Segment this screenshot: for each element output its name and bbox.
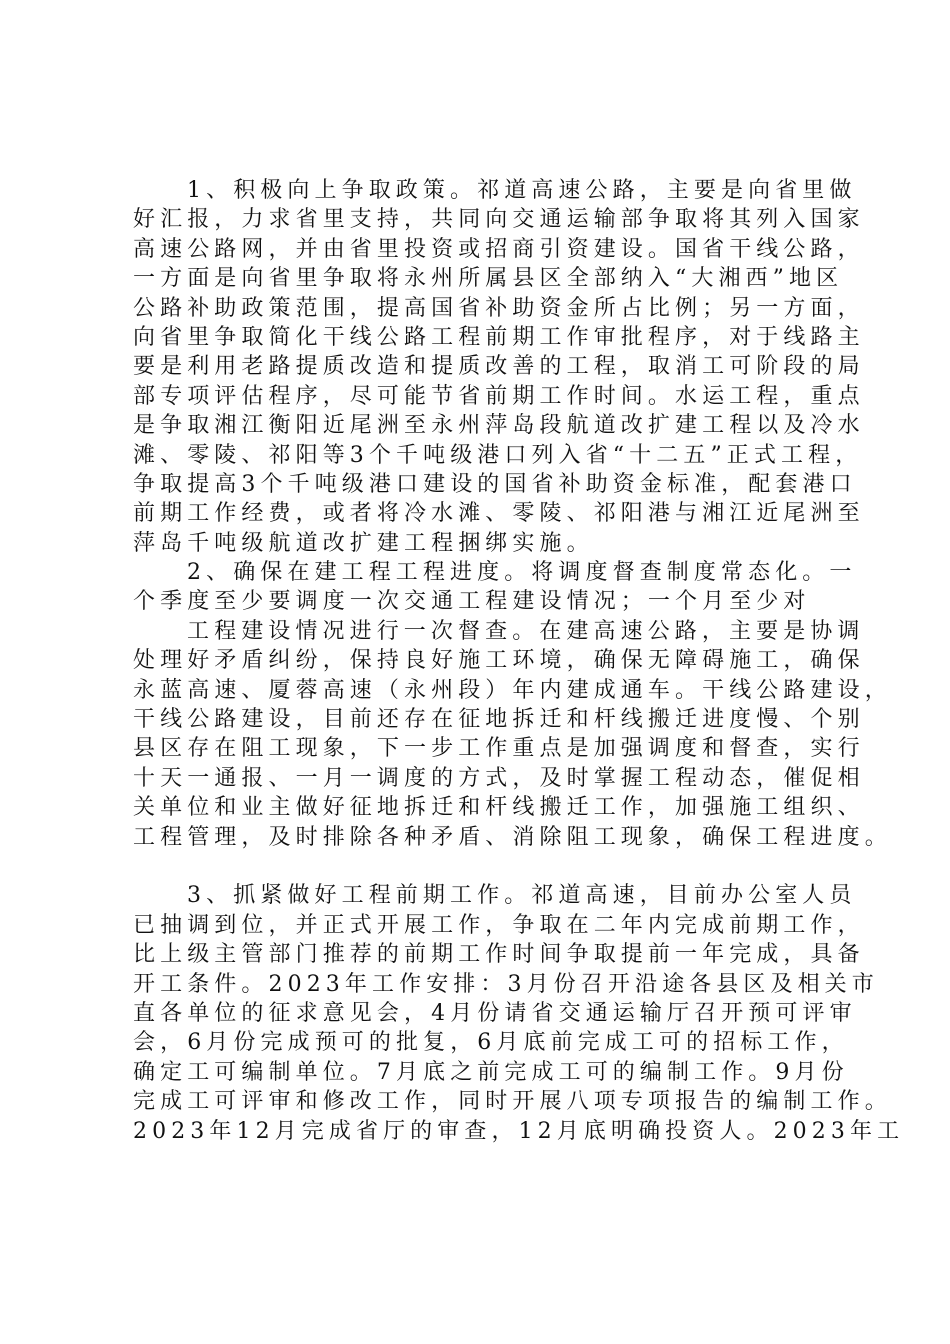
text-line: 要是利用老路提质改造和提质改善的工程，取消工可阶段的局 (133, 354, 865, 380)
paragraph-spacer (133, 852, 853, 881)
text-line: 会，6月份完成预可的批复，6月底前完成工可的招标工作， (133, 1030, 849, 1056)
paragraph-2 (133, 558, 892, 852)
text-line: 完成工可评审和修改工作，同时开展八项专项报告的编制工作。 (133, 1089, 892, 1115)
text-line: 个季度至少要调度一次交通工程建设情况；一个月至少对 (133, 589, 811, 615)
text-line: 干线公路建设，目前还存在征地拆迁和杆线搬迁进度慢、个别 (133, 707, 865, 733)
text-line: 公路补助政策范围，提高国省补助资金所占比例；另一方面， (133, 295, 865, 321)
text-line: 比上级主管部门推荐的前期工作时间争取提前一年完成，具备 (133, 942, 865, 968)
text-line: 是争取湘江衡阳近尾洲至永州萍岛段航道改扩建工程以及冷水 (133, 413, 865, 439)
text-line: 已抽调到位，并正式开展工作，争取在二年内完成前期工作， (133, 912, 865, 938)
text-line: 处理好矛盾纠纷，保持良好施工环境，确保无障碍施工，确保 (133, 648, 865, 674)
text-line: 2023年12月完成省厅的审查，12月底明确投资人。2023年工 (133, 1118, 905, 1144)
text-line: 高速公路网，并由省里投资或招商引资建设。国省干线公路， (133, 236, 865, 262)
text-line: 十天一通报、一月一调度的方式，及时掌握工程动态，催促相 (133, 765, 865, 791)
text-line: 直各单位的征求意见会，4月份请省交通运输厅召开预可评审 (133, 1000, 857, 1026)
paragraph-3 (133, 881, 905, 1146)
text-line: 萍岛千吨级航道改扩建工程捆绑实施。 (133, 530, 594, 556)
text-line: 关单位和业主做好征地拆迁和杆线搬迁工作，加强施工组织、 (133, 795, 865, 821)
text-line: 3、抓紧做好工程前期工作。祁道高速，目前办公室人员 (187, 883, 857, 909)
text-line: 工程建设情况进行一次督查。在建高速公路，主要是协调 (187, 618, 865, 644)
text-line: 开工条件。2023年工作安排：3月份召开沿途各县区及相关市 (133, 971, 879, 997)
text-line: 部专项评估程序，尽可能节省前期工作时间。水运工程，重点 (133, 383, 865, 409)
document-page (133, 176, 905, 1146)
text-line: 向省里争取简化干线公路工程前期工作审批程序，对于线路主 (133, 324, 865, 350)
text-line: 1、积极向上争取政策。祁道高速公路，主要是向省里做 (187, 178, 857, 203)
text-line: 工程管理，及时排除各种矛盾、消除阻工现象，确保工程进度。 (133, 824, 892, 850)
text-line: 一方面是向省里争取将永州所属县区全部纳入“大湘西”地区 (133, 266, 844, 292)
text-line: 县区存在阻工现象，下一步工作重点是加强调度和督查，实行 (133, 736, 865, 762)
text-line: 前期工作经费，或者将冷水滩、零陵、祁阳港与湘江近尾洲至 (133, 501, 865, 527)
text-line: 好汇报，力求省里支持，共同向交通运输部争取将其列入国家 (133, 207, 865, 233)
text-line: 确定工可编制单位。7月底之前完成工可的编制工作。9月份 (133, 1059, 849, 1085)
text-line: 2、确保在建工程工程进度。将调度督查制度常态化。一 (187, 560, 857, 586)
text-line: 永蓝高速、厦蓉高速（永州段）年内建成通车。干线公路建设， (133, 677, 892, 703)
paragraph-1 (133, 176, 865, 558)
text-line: 争取提高3个千吨级港口建设的国省补助资金标准，配套港口 (133, 471, 857, 497)
text-line: 滩、零陵、祁阳等3个千吨级港口列入省“十二五”正式工程， (133, 442, 863, 468)
